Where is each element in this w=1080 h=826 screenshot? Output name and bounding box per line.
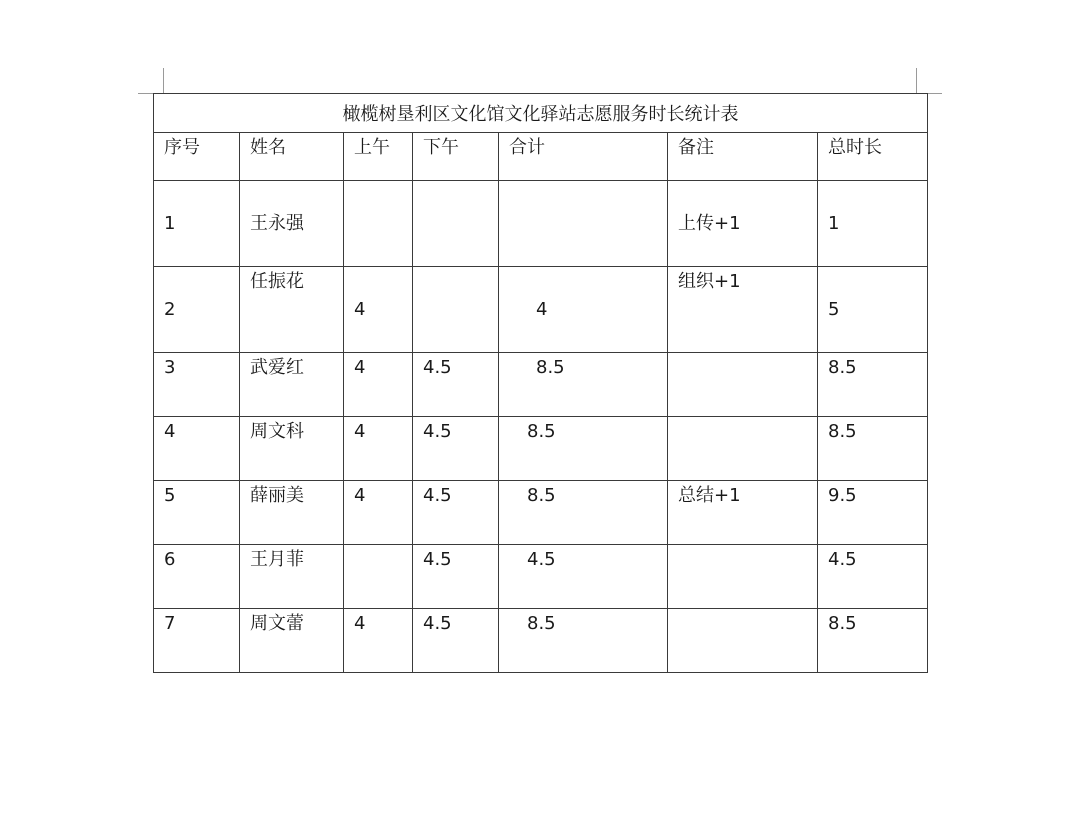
row-name: 周文科 xyxy=(250,421,304,442)
header-cell xyxy=(344,133,413,181)
cell-total xyxy=(499,181,668,267)
header-cell xyxy=(240,133,344,181)
cell-note xyxy=(668,609,818,673)
row-no: 1 xyxy=(164,213,176,234)
row-am: 4 xyxy=(354,421,366,442)
header-note: 备注 xyxy=(678,137,714,158)
cell-am xyxy=(344,417,413,481)
cell-no xyxy=(154,545,240,609)
cell-no xyxy=(154,481,240,545)
table-header-row xyxy=(154,133,928,181)
row-no: 5 xyxy=(164,485,176,506)
header-total: 合计 xyxy=(509,137,545,158)
header-hours: 总时长 xyxy=(828,137,882,158)
cell-hours xyxy=(818,545,928,609)
crop-mark-top-left-vertical xyxy=(163,68,164,94)
cell-hours xyxy=(818,267,928,353)
cell-pm xyxy=(413,353,499,417)
cell-pm xyxy=(413,267,499,353)
row-total: 4 xyxy=(536,299,548,320)
row-hours: 5 xyxy=(828,299,840,320)
cell-name xyxy=(240,267,344,353)
row-total: 8.5 xyxy=(527,421,556,442)
row-pm: 4.5 xyxy=(423,549,452,570)
cell-total xyxy=(499,481,668,545)
row-total: 8.5 xyxy=(527,613,556,634)
row-no: 6 xyxy=(164,549,176,570)
cell-no xyxy=(154,267,240,353)
cell-total xyxy=(499,353,668,417)
row-total: 8.5 xyxy=(527,485,556,506)
header-cell xyxy=(668,133,818,181)
cell-hours xyxy=(818,609,928,673)
cell-note xyxy=(668,545,818,609)
cell-am xyxy=(344,353,413,417)
cell-total xyxy=(499,417,668,481)
cell-total xyxy=(499,545,668,609)
header-morning: 上午 xyxy=(354,137,390,158)
row-note: 组织+1 xyxy=(678,271,741,292)
cell-name xyxy=(240,181,344,267)
row-pm: 4.5 xyxy=(423,421,452,442)
crop-mark-top-right-vertical xyxy=(916,68,917,94)
header-cell xyxy=(154,133,240,181)
cell-hours xyxy=(818,417,928,481)
row-name: 王月菲 xyxy=(250,549,304,570)
row-no: 2 xyxy=(164,299,176,320)
cell-hours xyxy=(818,353,928,417)
header-no: 序号 xyxy=(164,137,200,158)
table-row xyxy=(154,609,928,673)
cell-am xyxy=(344,181,413,267)
cell-am xyxy=(344,609,413,673)
table-row xyxy=(154,353,928,417)
cell-name xyxy=(240,417,344,481)
table-title-cell xyxy=(154,94,928,133)
cell-note xyxy=(668,267,818,353)
row-hours: 4.5 xyxy=(828,549,857,570)
cell-pm xyxy=(413,181,499,267)
row-hours: 8.5 xyxy=(828,613,857,634)
cell-note xyxy=(668,353,818,417)
cell-pm xyxy=(413,609,499,673)
cell-total xyxy=(499,267,668,353)
header-cell xyxy=(499,133,668,181)
cell-no xyxy=(154,353,240,417)
row-no: 7 xyxy=(164,613,176,634)
header-cell xyxy=(413,133,499,181)
row-name: 薛丽美 xyxy=(250,485,304,506)
row-name: 任振花 xyxy=(250,271,304,292)
row-pm: 4.5 xyxy=(423,357,452,378)
row-pm: 4.5 xyxy=(423,613,452,634)
cell-am xyxy=(344,545,413,609)
row-no: 3 xyxy=(164,357,176,378)
row-total: 4.5 xyxy=(527,549,556,570)
cell-total xyxy=(499,609,668,673)
cell-no xyxy=(154,417,240,481)
row-hours: 8.5 xyxy=(828,421,857,442)
row-pm: 4.5 xyxy=(423,485,452,506)
header-afternoon: 下午 xyxy=(423,137,459,158)
cell-am xyxy=(344,267,413,353)
cell-name xyxy=(240,545,344,609)
row-am: 4 xyxy=(354,357,366,378)
cell-no xyxy=(154,181,240,267)
row-am: 4 xyxy=(354,485,366,506)
header-name: 姓名 xyxy=(250,137,286,158)
row-total: 8.5 xyxy=(536,357,565,378)
volunteer-hours-table xyxy=(153,93,928,673)
cell-am xyxy=(344,481,413,545)
row-name: 武爱红 xyxy=(250,357,304,378)
table-row xyxy=(154,267,928,353)
table-title: 橄榄树垦利区文化馆文化驿站志愿服务时长统计表 xyxy=(342,103,739,125)
cell-pm xyxy=(413,481,499,545)
cell-hours xyxy=(818,481,928,545)
cell-note xyxy=(668,417,818,481)
table-row xyxy=(154,481,928,545)
cell-pm xyxy=(413,545,499,609)
row-am: 4 xyxy=(354,299,366,320)
cell-no xyxy=(154,609,240,673)
header-cell xyxy=(818,133,928,181)
cell-note xyxy=(668,481,818,545)
row-hours: 8.5 xyxy=(828,357,857,378)
row-am: 4 xyxy=(354,613,366,634)
cell-name xyxy=(240,481,344,545)
table-row xyxy=(154,545,928,609)
cell-hours xyxy=(818,181,928,267)
row-name: 王永强 xyxy=(250,213,304,234)
table-row xyxy=(154,181,928,267)
row-no: 4 xyxy=(164,421,176,442)
row-hours: 9.5 xyxy=(828,485,857,506)
row-name: 周文蕾 xyxy=(250,613,304,634)
cell-note xyxy=(668,181,818,267)
cell-name xyxy=(240,353,344,417)
cell-pm xyxy=(413,417,499,481)
table-row xyxy=(154,417,928,481)
row-note: 总结+1 xyxy=(678,485,741,506)
cell-name xyxy=(240,609,344,673)
row-hours: 1 xyxy=(828,213,840,234)
row-note: 上传+1 xyxy=(678,213,741,234)
